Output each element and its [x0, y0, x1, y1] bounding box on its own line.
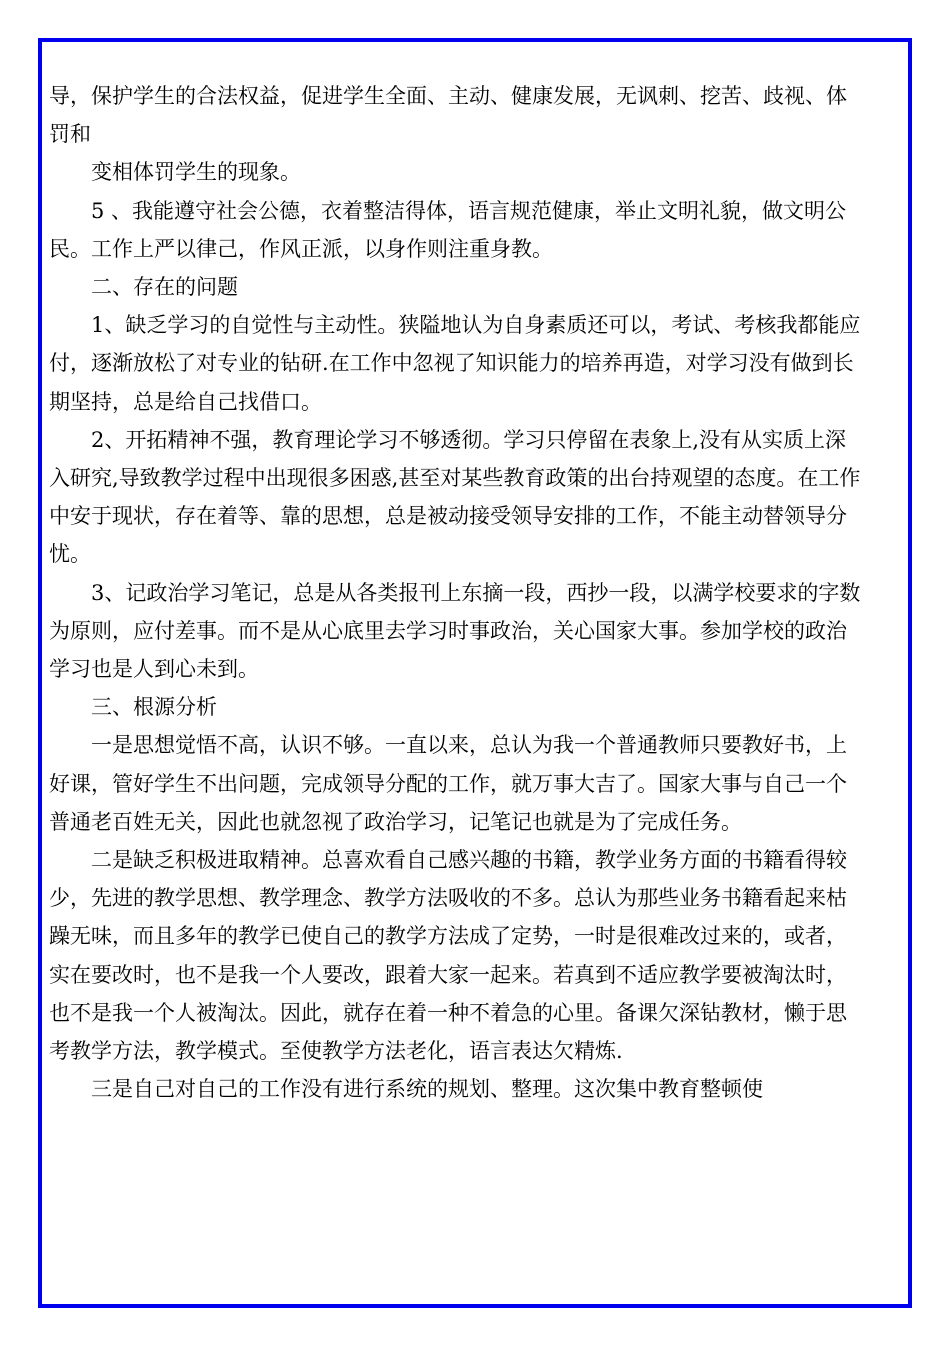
paragraph: 导，保护学生的合法权益，促进学生全面、主动、健康发展，无讽刺、挖苦、歧视、体罚和 — [49, 84, 847, 147]
document-body — [49, 77, 861, 1108]
section-heading: 二、存在的问题 — [91, 275, 238, 300]
paragraph: 1、缺乏学习的自觉性与主动性。狭隘地认为自身素质还可以，考试、考核我都能应付，逐渐放松了对专业的钻研.在工作中忽视了知识能力的培养再造，对学习没有做到长期坚持，总是给自己找借口。 — [49, 313, 861, 414]
paragraph: 二是缺乏积极进取精神。总喜欢看自己感兴趣的书籍，教学业务方面的书籍看得较少，先进的教学思想、教学理念、教学方法吸收的不多。总认为那些业务书籍看起来枯躁无味，而且多年的教学已使自己的教学方法成了定势，一时是很难改过来的，或者，实在要改时，也不是我一个人要改，跟着大家一起来。若真到不适应教学要被淘汰时，也不是我一个人被淘汰。因此，就存在着一种不着急的心里。备课欠深钻教材，懒于思考教学方法，教学模式。至使教学方法老化，语言表达欠精炼. — [49, 848, 847, 1064]
paragraph: 5 、我能遵守社会公德，衣着整洁得体，语言规范健康，举止文明礼貌，做文明公民。工作上严以律己，作风正派，以身作则注重身教。 — [49, 198, 847, 261]
section-heading: 三、根源分析 — [91, 695, 217, 720]
paragraph: 变相体罚学生的现象。 — [91, 160, 301, 185]
paragraph: 2、开拓精神不强，教育理论学习不够透彻。学习只停留在表象上,没有从实质上深入研究,导致教学过程中出现很多困惑,甚至对某些教育政策的出台持观望的态度。在工作中安于现状，存在着等、靠的思想，总是被动接受领导安排的工作，不能主动替领导分忧。 — [49, 427, 861, 567]
paragraph: 3、记政治学习笔记，总是从各类报刊上东摘一段，西抄一段，以满学校要求的字数为原则，应付差事。而不是从心底里去学习时事政治，关心国家大事。参加学校的政治学习也是人到心未到。 — [49, 580, 861, 682]
paragraph: 一是思想觉悟不高，认识不够。一直以来，总认为我一个普通教师只要教好书，上好课，管好学生不出问题，完成领导分配的工作，就万事大吉了。国家大事与自己一个普通老百姓无关，因此也就忽视了政治学习，记笔记也就是为了完成任务。 — [49, 733, 847, 834]
paragraph: 三是自己对自己的工作没有进行系统的规划、整理。这次集中教育整顿使 — [91, 1077, 763, 1102]
